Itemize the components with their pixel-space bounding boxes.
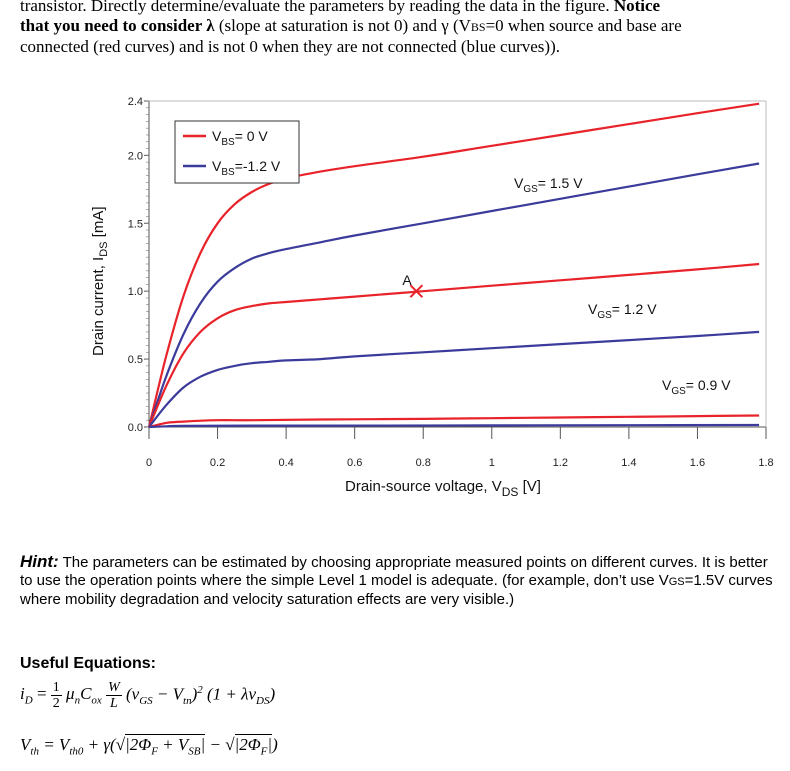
- label-vgs-1-5: $V_{GS}= 1.5$ V: [514, 175, 583, 195]
- eq1-mu-cox: $\mu_nC_{ox}$: [66, 684, 102, 707]
- y-tick-label: 1.0: [127, 286, 143, 299]
- intro-line2: (slope at saturation is not 0) and γ (V: [218, 16, 471, 35]
- legend-blue-label: $V_{BS}=-1.2$ V: [212, 158, 281, 178]
- equation-drain-current: [20, 680, 275, 711]
- x-tick-label: 0: [145, 457, 153, 469]
- x-tick-label: 0.8: [415, 457, 431, 469]
- label-vgs-1-2: $V_{GS}= 1.2$ V: [588, 301, 657, 321]
- x-tick-label: 0.2: [209, 457, 226, 469]
- y-tick-label: 2.4: [127, 96, 143, 108]
- equation-threshold: $V_{th} = V_{th0} + \gamma(√|2\Phi_F + V_{SB}| - √|2\Phi_F|)$: [20, 735, 278, 758]
- legend-red-label: $V_{BS}= 0$ V: [212, 128, 268, 148]
- intro-line3: connected (red curves) and is not 0 when they are not connected (blue curves)).: [20, 37, 560, 56]
- point-a-label: A: [402, 272, 412, 289]
- y-tick-label: 0.5: [127, 354, 143, 367]
- eq1-rhs: $(v_{GS} - V_{tn})^2$ $(1 + \lambda v_{DS})$: [125, 683, 276, 708]
- iv-chart: [0, 88, 790, 508]
- eq1-lhs: $i_D$ =: [20, 684, 47, 707]
- hint-paragraph: [20, 553, 780, 609]
- y-tick-labels: [128, 96, 143, 434]
- intro-notice: Notice: [613, 0, 661, 15]
- y-tick-label: 2.0: [127, 150, 143, 163]
- intro-line1: transistor. Directly determine/evaluate the parameters by reading the data in the figure.: [20, 0, 610, 15]
- eq1-w-over-l: $\frac{W}{L}$: [108, 680, 120, 711]
- label-vgs-0-9: $V_{GS}= 0.9$ V: [662, 377, 731, 397]
- x-tick-label: 1.8: [758, 457, 774, 469]
- x-tick-label: 0.6: [347, 457, 363, 469]
- hint-gs-sub: GS: [668, 576, 685, 588]
- x-axis-title: Drain-source voltage, $V_{DS}$ [V]: [345, 478, 541, 499]
- x-tick-label: 1.4: [621, 457, 637, 469]
- eq1-half: $\frac{1}{2}$: [52, 680, 60, 711]
- intro-line2-end: =0 when source and base are: [485, 16, 682, 35]
- legend: [175, 121, 299, 183]
- intro-bs-sub: BS: [470, 20, 486, 34]
- hint-title: Hint:: [20, 552, 59, 571]
- x-tick-label: 1.6: [689, 457, 706, 469]
- y-tick-label: 1.5: [127, 218, 143, 231]
- y-axis-title: Drain current, $I_{DS}$ [mA]: [90, 206, 110, 356]
- intro-bold: that you need to consider λ: [20, 16, 215, 35]
- hint-text1: The parameters can be estimated by choosing appropriate measured points on different curves. It is better to use the operation points where the simple Level 1 model is adequate. (for example, don’t use V: [20, 554, 768, 589]
- x-tick-label: 1.2: [552, 457, 568, 469]
- x-tick-label: 0.4: [278, 457, 294, 469]
- problem-text: [20, 0, 780, 57]
- hint-text2: =1.5V curves where mobility degradation and velocity saturation effects are very visible.): [20, 572, 773, 608]
- curve-red: [149, 264, 759, 427]
- useful-equations-heading: Useful Equations:: [20, 655, 157, 672]
- x-tick-label: 1: [488, 457, 495, 469]
- x-tick-labels: [146, 457, 774, 469]
- y-tick-label: 0.0: [127, 422, 143, 434]
